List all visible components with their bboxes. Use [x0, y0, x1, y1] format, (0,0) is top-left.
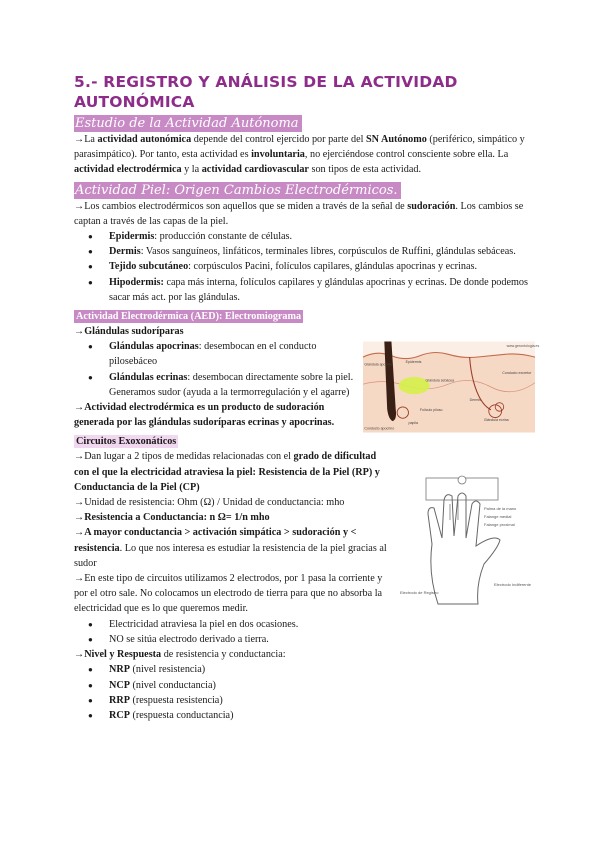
svg-text:Conducto excretor: Conducto excretor — [502, 371, 532, 376]
svg-text:Glándula ecrina: Glándula ecrina — [483, 418, 509, 423]
section-skin — [74, 181, 534, 305]
section-heading: Estudio de la Actividad Autónoma — [74, 115, 302, 132]
svg-text:www.gerontologia.es: www.gerontologia.es — [506, 344, 540, 349]
list-item: ● NO se sitúa electrodo derivado a tierra. — [109, 632, 534, 647]
paragraph: →Glándulas sudoríparas — [74, 326, 184, 338]
svg-text:papila: papila — [408, 420, 418, 425]
hand-electrodes-figure — [398, 474, 533, 614]
paragraph: →Unidad de resistencia: Ohm (Ω) / Unidad de conductancia: mho — [74, 497, 345, 509]
page-title: 5.- REGISTRO Y ANÁLISIS DE LA ACTIVIDAD AUTONÓMICA — [74, 73, 458, 111]
meter-icon — [458, 476, 466, 484]
paragraph: →Resistencia a Conductancia: n Ω= 1/n mho — [74, 512, 270, 524]
svg-text:Falange proximal: Falange proximal — [484, 522, 515, 527]
list-item: ● NCP (nivel conductancia) — [109, 678, 534, 693]
list-item: ● NRP (nivel resistencia) — [109, 662, 534, 677]
section-heading: Actividad Piel: Origen Cambios Electrodérmicos. — [74, 182, 401, 199]
svg-text:Folículo piloso: Folículo piloso — [419, 408, 443, 413]
paragraph: →Nivel y Respuesta de resistencia y conductancia: — [74, 649, 286, 661]
list-item: ● Dermis: Vasos sanguíneos, linfáticos, terminales libres, corpúsculos de Ruffini, glándulas sebáceas. — [109, 244, 534, 259]
paragraph: →Actividad electrodérmica es un producto de sudoración generada por las glándulas sudoríparas ecrinas y apocrinas. — [74, 402, 335, 429]
svg-text:Electrodo Indiferente: Electrodo Indiferente — [494, 582, 531, 587]
section-heading: Circuitos Exoxonáticos — [76, 436, 177, 448]
paragraph: →A mayor conductancia > activación simpática > sudoración y < resistencia. Lo que nos interesa es estudiar la resistencia de la piel gracias al sudor — [74, 527, 387, 569]
glands-list — [74, 339, 358, 400]
list-item: ● Glándulas ecrinas: desembocan directamente sobre la piel. Generamos sudor (ayuda a la termorregulación y el agarre) — [109, 370, 358, 400]
svg-text:Electrodo de Registro: Electrodo de Registro — [400, 590, 439, 595]
list-item: ● RCP (respuesta conductancia) — [109, 708, 534, 723]
svg-text:Falange medial: Falange medial — [484, 514, 512, 519]
list-item: ● Glándulas apocrinas: desembocan en el conducto pilosebáceo — [109, 339, 358, 369]
circuit-notes-list — [74, 617, 534, 647]
list-item: ● Hipodermis: capa más interna, folículos capilares y glándulas apocrinas y ecrinas. De donde podemos sacar más act. por las glándulas. — [109, 275, 534, 305]
skin-diagram-figure — [363, 334, 540, 440]
paragraph: →La actividad autonómica depende del control ejercido por parte del SN Autónomo (periférico, simpático y parasimpático). Por tanto, esta actividad es involuntaria, no ejerciéndose control consciente sobre ella. La actividad electrodérmica y la actividad cardiovascular son tipos de esta actividad. — [74, 134, 525, 176]
list-item: ● Epidermis: producción constante de células. — [109, 229, 534, 244]
svg-text:Glándula sebácea: Glándula sebácea — [425, 378, 455, 383]
svg-text:Epidermis: Epidermis — [405, 359, 422, 364]
svg-text:Dermis: Dermis — [469, 398, 481, 403]
svg-text:Conducto apocrino: Conducto apocrino — [364, 426, 395, 431]
paragraph: →En este tipo de circuitos utilizamos 2 electrodos, por 1 pasa la corriente y por el otro sale. No colocamos un electrodo de tierra para que no absorba la electricidad que es lo que queremos medir. — [74, 573, 383, 615]
svg-text:Glándula apocrina: Glándula apocrina — [364, 362, 394, 367]
section-autonomic — [74, 114, 534, 178]
list-item: ● Tejido subcutáneo: corpúsculos Pacini, folículos capilares, glándulas apocrinas y ecrinas. — [109, 259, 534, 274]
paragraph: →Los cambios electrodérmicos son aquellos que se miden a través de la señal de sudoración. Los cambios se captan a través de las capas de la piel. — [74, 200, 524, 227]
svg-text:Palma de la mano: Palma de la mano — [484, 506, 517, 511]
paragraph: →Dan lugar a 2 tipos de medidas relacionadas con el grado de dificultad con el que la electricidad atraviesa la piel: Resistencia de la Piel (RP) y Conductancia de la Piel (CP) — [74, 451, 380, 493]
section-heading: Actividad Electrodérmica (AED): Electromiograma — [76, 311, 302, 323]
skin-layers-list — [74, 229, 534, 305]
list-item: ● RRP (respuesta resistencia) — [109, 693, 534, 708]
list-item: ● Electricidad atraviesa la piel en dos ocasiones. — [109, 617, 534, 632]
measures-list — [74, 662, 534, 723]
